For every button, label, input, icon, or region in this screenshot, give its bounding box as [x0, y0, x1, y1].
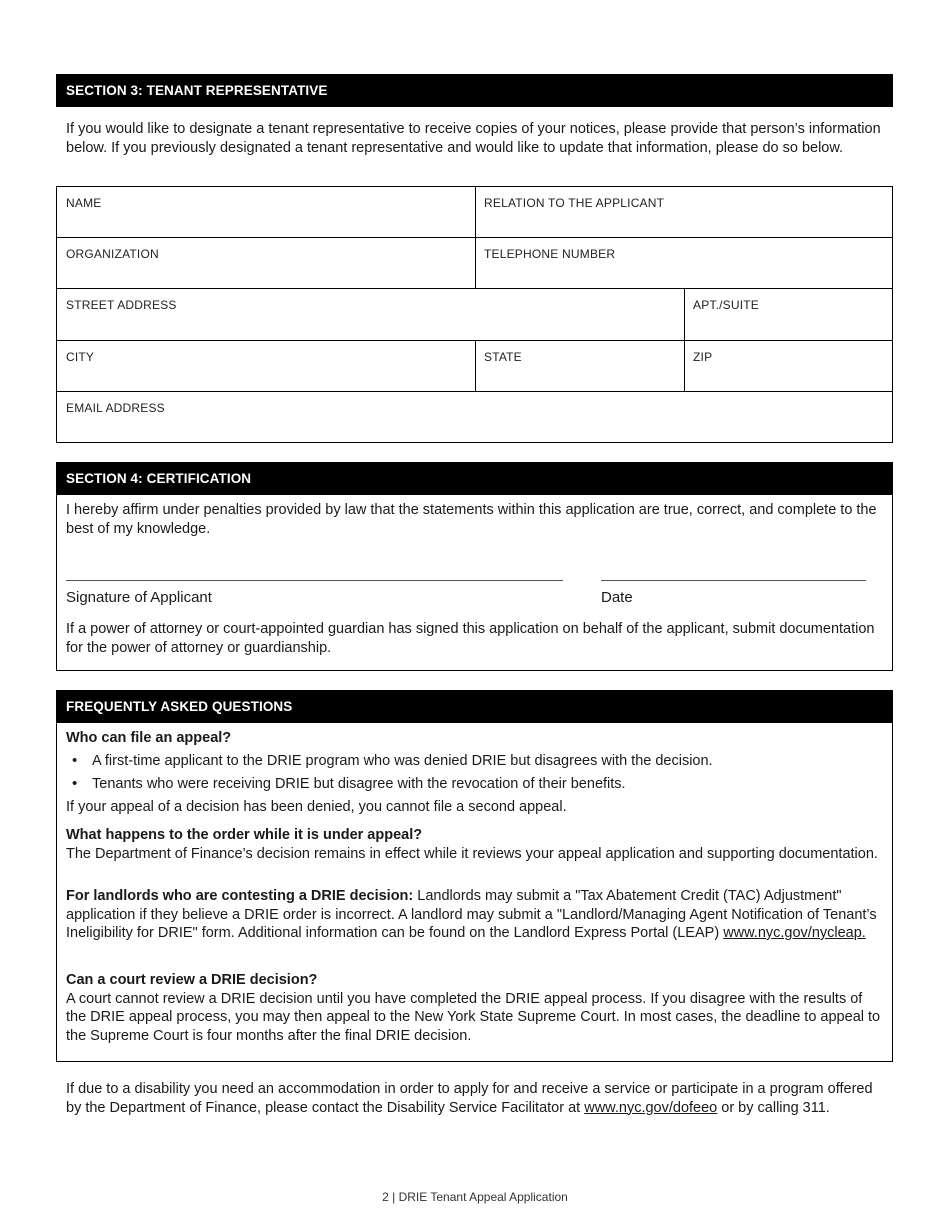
organization-label: ORGANIZATION: [66, 247, 159, 261]
faq-q2-block: [66, 826, 886, 863]
organization-field[interactable]: [57, 238, 476, 289]
accommodation-note: [66, 1080, 886, 1117]
list-item: • Tenants who were receiving DRIE but disagree with the revocation of their benefits.: [66, 775, 886, 794]
faq-question-1: Who can file an appeal?: [66, 730, 232, 746]
signature-label: Signature of Applicant: [66, 589, 212, 606]
relation-field[interactable]: [475, 187, 893, 238]
accommodation-text: If due to a disability you need an accommodation in order to apply for and receive a service or participate in a program offered by the Department of Finance, please contact the Disability Service Facilitator at: [66, 1081, 873, 1116]
name-label: NAME: [66, 196, 102, 210]
city-field[interactable]: [57, 341, 476, 392]
name-field[interactable]: [57, 187, 476, 238]
poa-note: If a power of attorney or court-appointed guardian has signed this application on behalf of the applicant, submit documentation for the power of attorney or guardianship.: [66, 621, 875, 656]
faq-question-4: Can a court review a DRIE decision?: [66, 972, 318, 988]
faq-question-2: What happens to the order while it is under appeal?: [66, 827, 423, 843]
faq-q3-block: [66, 887, 886, 943]
faq-question-3: For landlords who are contesting a DRIE decision:: [66, 888, 414, 904]
email-field[interactable]: [57, 392, 892, 442]
date-line[interactable]: [601, 580, 866, 581]
state-label: STATE: [484, 350, 522, 364]
relation-label: RELATION TO THE APPLICANT: [484, 196, 665, 210]
zip-label: ZIP: [693, 350, 713, 364]
telephone-field[interactable]: [475, 238, 893, 289]
section-4-header: [56, 462, 893, 495]
state-field[interactable]: [475, 341, 685, 392]
list-item: • A first-time applicant to the DRIE program who was denied DRIE but disagrees with the decision.: [66, 752, 886, 771]
accommodation-text-end: or by calling 311.: [717, 1099, 830, 1116]
city-label: CITY: [66, 350, 95, 364]
faq-answer-4: A court cannot review a DRIE decision until you have completed the DRIE appeal process. If you disagree with the results of the DRIE appeal process, you may then appeal to the New York State Supreme Court. In most cases, the deadline to appeal to the Supreme Court is four months after the final DRIE decision.: [66, 990, 881, 1044]
email-label: EMAIL ADDRESS: [66, 401, 165, 415]
faq-q4-block: [66, 971, 886, 1045]
certification-affirmation: I hereby affirm under penalties provided by law that the statements within this application are true, correct, and complete to the best of my knowledge.: [66, 502, 877, 537]
page-footer: 2 | DRIE Tenant Appeal Application: [382, 1190, 568, 1204]
dofeeo-link[interactable]: www.nyc.gov/dofeeo: [584, 1099, 718, 1116]
section-3-intro: If you would like to designate a tenant representative to receive copies of your notices, please provide that person’s information below. If you previously designated a tenant representative and would like to update that information, please do so below.: [66, 121, 881, 156]
apt-suite-label: APT./SUITE: [693, 298, 760, 312]
faq-q1-block: [66, 729, 886, 816]
telephone-label: TELEPHONE NUMBER: [484, 247, 616, 261]
nycleap-link[interactable]: www.nyc.gov/nycleap.: [723, 925, 866, 941]
section-3-title: SECTION 3: TENANT REPRESENTATIVE: [66, 83, 328, 98]
zip-field[interactable]: [684, 341, 893, 392]
faq-answer-1-note: If your appeal of a decision has been denied, you cannot file a second appeal.: [66, 798, 567, 815]
street-address-field[interactable]: [57, 289, 685, 341]
faq-answer-2: The Department of Finance’s decision remains in effect while it reviews your appeal application and supporting documentation.: [66, 845, 878, 862]
tenant-representative-form: [56, 186, 893, 443]
faq-header: [56, 690, 893, 723]
street-address-label: STREET ADDRESS: [66, 298, 177, 312]
faq-answer-3: Landlords may submit a "Tax Abatement Credit (TAC) Adjustment" application if they believe a DRIE order is incorrect. A landlord may submit a "Landlord/Managing Agent Notification of Tenant’s Ineligibility for DRIE" form. Additional information can be found on the Landlord Express Portal (LEAP): [66, 888, 877, 941]
date-label: Date: [601, 589, 633, 606]
section-4-title: SECTION 4: CERTIFICATION: [66, 471, 252, 486]
apt-suite-field[interactable]: [684, 289, 893, 341]
signature-line[interactable]: [66, 580, 563, 581]
faq-title: FREQUENTLY ASKED QUESTIONS: [66, 699, 293, 714]
section-3-header: [56, 74, 893, 107]
